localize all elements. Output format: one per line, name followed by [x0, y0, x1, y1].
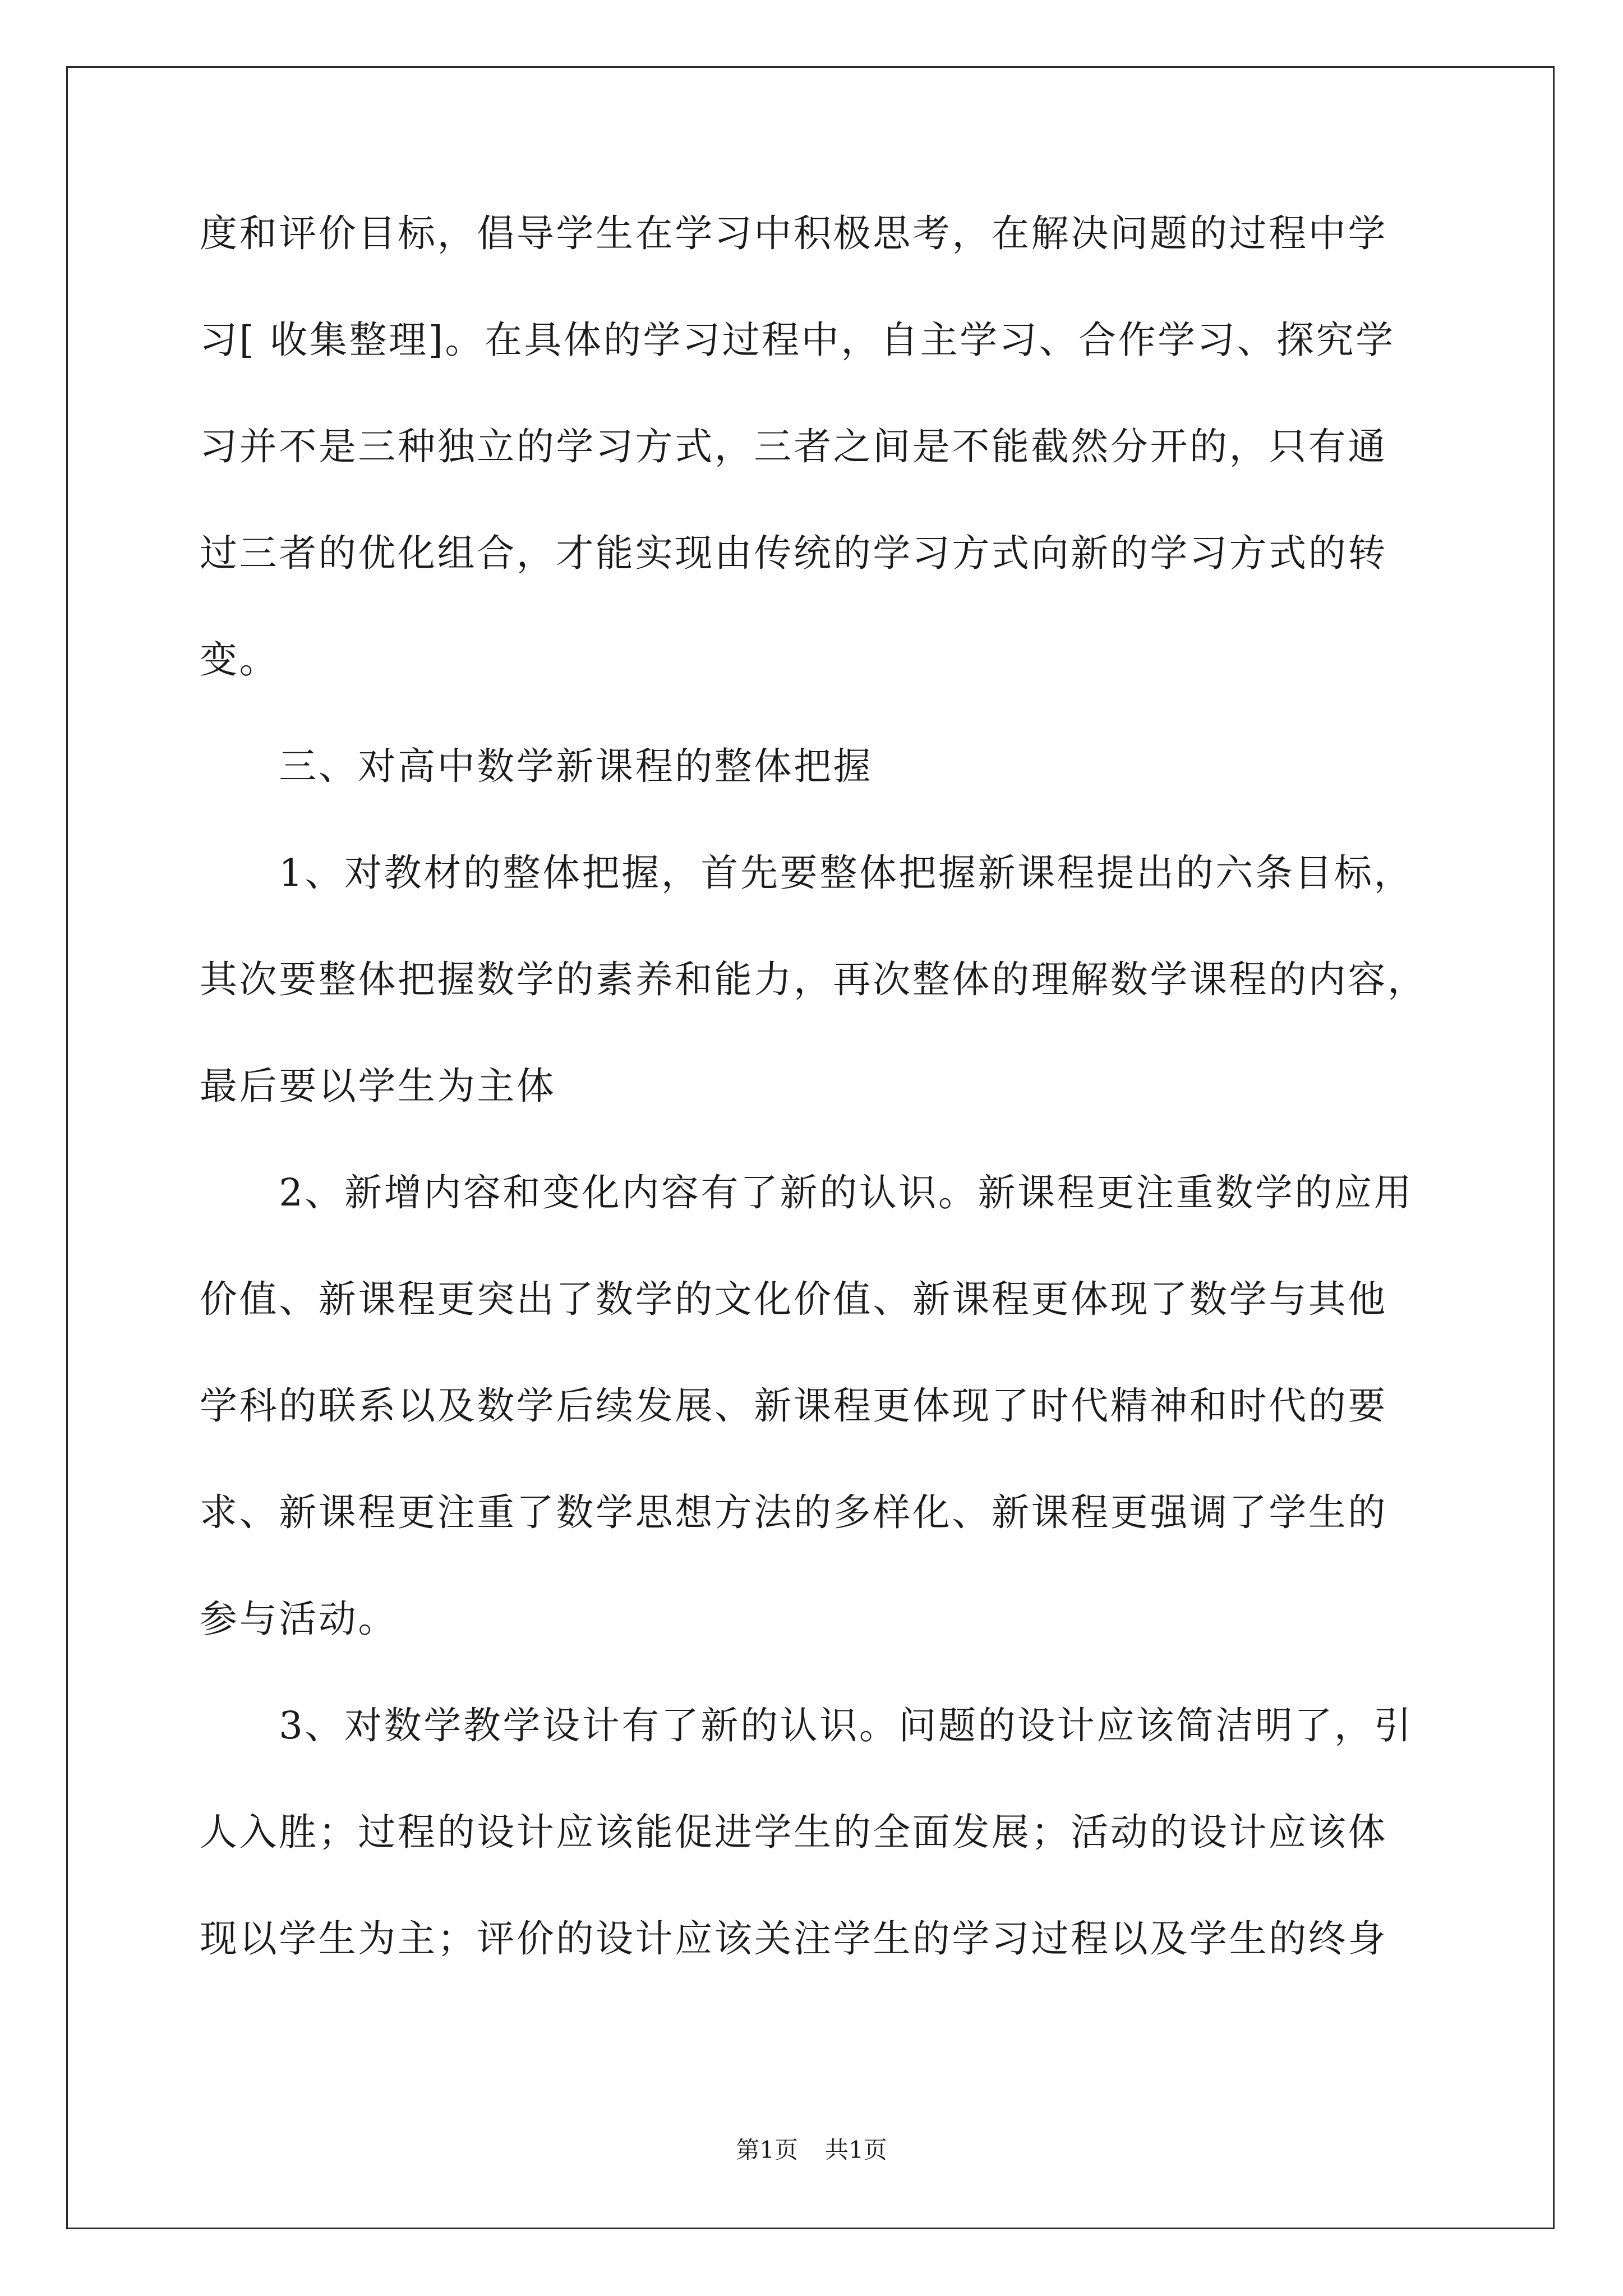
text-line: 1、对教材的整体把握，首先要整体把握新课程提出的六条目标， [200, 851, 1414, 895]
text-line: 2、新增内容和变化内容有了新的认识。新课程更注重数学的应用 [200, 1171, 1414, 1214]
text-line: 其次要整体把握数学的素养和能力，再次整体的理解数学课程的内容， [200, 958, 1427, 1001]
text-line: 求、新课程更注重了数学思想方法的多样化、新课程更强调了学生的 [200, 1490, 1387, 1534]
text-line: 最后要以学生为主体 [200, 1064, 556, 1108]
text-line: 3、对数学教学设计有了新的认识。问题的设计应该简洁明了，引 [200, 1704, 1414, 1747]
page-footer [0, 2136, 1623, 2164]
text-line: 学科的联系以及数学后续发展、新课程更体现了时代精神和时代的要 [200, 1384, 1387, 1428]
text-line: 人入胜；过程的设计应该能促进学生的全面发展；活动的设计应该体 [200, 1810, 1387, 1854]
text-line: 变。 [200, 638, 279, 682]
text-line: 价值、新课程更突出了数学的文化价值、新课程更体现了数学与其他 [200, 1277, 1387, 1321]
document-body [200, 213, 1433, 1959]
page-number: 第1页 [736, 2136, 798, 2164]
text-line: 度和评价目标，倡导学生在学习中积极思考，在解决问题的过程中学 [200, 211, 1387, 255]
text-line: 习并不是三种独立的学习方式，三者之间是不能截然分开的，只有通 [200, 425, 1387, 468]
section-heading: 三、对高中数学新课程的整体把握 [200, 744, 873, 788]
text-line: 现以学生为主；评价的设计应该关注学生的学习过程以及学生的终身 [200, 1917, 1387, 1961]
page-total: 共1页 [825, 2136, 887, 2164]
text-line: 习[ 收集整理]。在具体的学习过程中，自主学习、合作学习、探究学 [200, 318, 1395, 362]
text-line: 过三者的优化组合，才能实现由传统的学习方式向新的学习方式的转 [200, 531, 1387, 575]
text-line: 参与活动。 [200, 1597, 398, 1641]
